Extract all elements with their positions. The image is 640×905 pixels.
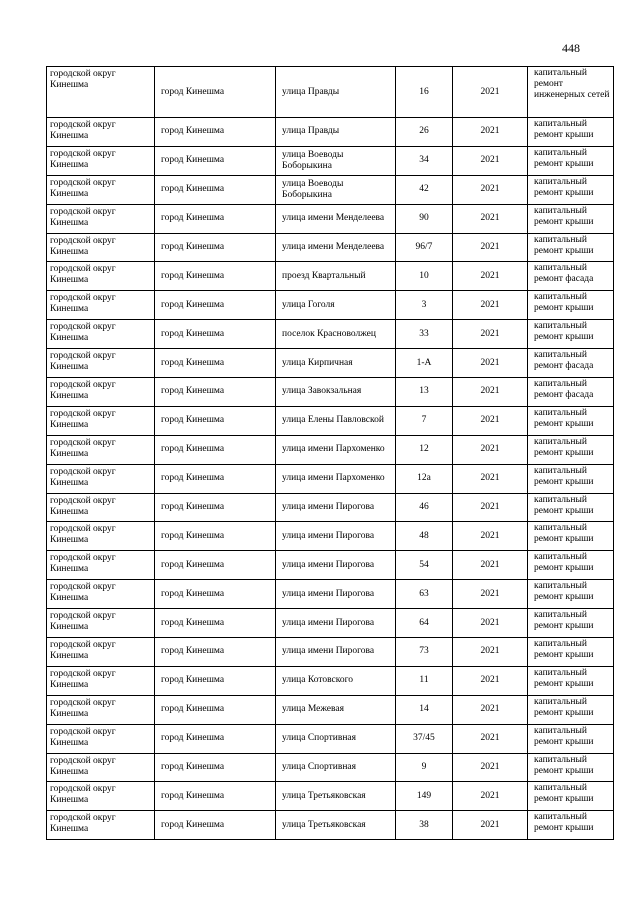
- work-type-cell: капитальный ремонт крыши: [528, 551, 614, 580]
- table-row: [47, 464, 614, 493]
- municipality-cell: городской округ Кинешма: [47, 349, 155, 378]
- house-number-cell: 37/45: [396, 724, 453, 753]
- year-cell: 2021: [453, 262, 528, 291]
- street-cell: улица имени Пирогова: [276, 493, 396, 522]
- street-cell: улица Завокзальная: [276, 378, 396, 407]
- city-cell: город Кинешма: [155, 435, 276, 464]
- street-cell: улица Правды: [276, 118, 396, 147]
- city-cell: город Кинешма: [155, 551, 276, 580]
- year-cell: 2021: [453, 349, 528, 378]
- work-type-cell: капитальный ремонт инженерных сетей: [528, 67, 614, 118]
- street-cell: улица Третьяковская: [276, 811, 396, 840]
- work-type-cell: капитальный ремонт крыши: [528, 753, 614, 782]
- table-row: [47, 406, 614, 435]
- street-cell: улица Воеводы Боборыкина: [276, 146, 396, 175]
- city-cell: город Кинешма: [155, 638, 276, 667]
- city-cell: город Кинешма: [155, 349, 276, 378]
- street-cell: улица Гоголя: [276, 291, 396, 320]
- house-number-cell: 1-А: [396, 349, 453, 378]
- house-number-cell: 63: [396, 580, 453, 609]
- house-number-cell: 38: [396, 811, 453, 840]
- city-cell: город Кинешма: [155, 522, 276, 551]
- table-row: [47, 724, 614, 753]
- work-type-cell: капитальный ремонт крыши: [528, 406, 614, 435]
- work-type-cell: капитальный ремонт фасада: [528, 349, 614, 378]
- year-cell: 2021: [453, 146, 528, 175]
- street-cell: улица имени Пирогова: [276, 522, 396, 551]
- municipality-cell: городской округ Кинешма: [47, 146, 155, 175]
- city-cell: город Кинешма: [155, 724, 276, 753]
- street-cell: улица Межевая: [276, 695, 396, 724]
- municipality-cell: городской округ Кинешма: [47, 262, 155, 291]
- municipality-cell: городской округ Кинешма: [47, 551, 155, 580]
- year-cell: 2021: [453, 464, 528, 493]
- street-cell: улица имени Менделеева: [276, 204, 396, 233]
- table-row: [47, 782, 614, 811]
- city-cell: город Кинешма: [155, 753, 276, 782]
- year-cell: 2021: [453, 522, 528, 551]
- table-row: [47, 435, 614, 464]
- year-cell: 2021: [453, 724, 528, 753]
- year-cell: 2021: [453, 291, 528, 320]
- municipality-cell: городской округ Кинешма: [47, 493, 155, 522]
- municipality-cell: городской округ Кинешма: [47, 666, 155, 695]
- work-type-cell: капитальный ремонт крыши: [528, 291, 614, 320]
- city-cell: город Кинешма: [155, 262, 276, 291]
- year-cell: 2021: [453, 753, 528, 782]
- municipality-cell: городской округ Кинешма: [47, 695, 155, 724]
- city-cell: город Кинешма: [155, 811, 276, 840]
- house-number-cell: 42: [396, 175, 453, 204]
- year-cell: 2021: [453, 204, 528, 233]
- table-row: [47, 378, 614, 407]
- work-type-cell: капитальный ремонт крыши: [528, 320, 614, 349]
- work-type-cell: капитальный ремонт крыши: [528, 522, 614, 551]
- work-type-cell: капитальный ремонт крыши: [528, 609, 614, 638]
- work-type-cell: капитальный ремонт крыши: [528, 204, 614, 233]
- city-cell: город Кинешма: [155, 609, 276, 638]
- table-row: [47, 753, 614, 782]
- city-cell: город Кинешма: [155, 67, 276, 118]
- municipality-cell: городской округ Кинешма: [47, 782, 155, 811]
- municipality-cell: городской округ Кинешма: [47, 406, 155, 435]
- house-number-cell: 12а: [396, 464, 453, 493]
- year-cell: 2021: [453, 580, 528, 609]
- municipality-cell: городской округ Кинешма: [47, 609, 155, 638]
- city-cell: город Кинешма: [155, 493, 276, 522]
- table-row: [47, 551, 614, 580]
- street-cell: улица имени Пархоменко: [276, 464, 396, 493]
- municipality-cell: городской округ Кинешма: [47, 464, 155, 493]
- year-cell: 2021: [453, 233, 528, 262]
- table-row: [47, 811, 614, 840]
- table-row: [47, 609, 614, 638]
- work-type-cell: капитальный ремонт крыши: [528, 118, 614, 147]
- house-number-cell: 26: [396, 118, 453, 147]
- table-row: [47, 695, 614, 724]
- house-number-cell: 149: [396, 782, 453, 811]
- municipality-cell: городской округ Кинешма: [47, 522, 155, 551]
- municipality-cell: городской округ Кинешма: [47, 291, 155, 320]
- street-cell: улица Правды: [276, 67, 396, 118]
- house-number-cell: 64: [396, 609, 453, 638]
- city-cell: город Кинешма: [155, 291, 276, 320]
- work-type-cell: капитальный ремонт крыши: [528, 782, 614, 811]
- table-row: [47, 291, 614, 320]
- municipality-cell: городской округ Кинешма: [47, 118, 155, 147]
- year-cell: 2021: [453, 320, 528, 349]
- house-number-cell: 3: [396, 291, 453, 320]
- year-cell: 2021: [453, 551, 528, 580]
- municipality-cell: городской округ Кинешма: [47, 811, 155, 840]
- house-number-cell: 14: [396, 695, 453, 724]
- table-row: [47, 233, 614, 262]
- city-cell: город Кинешма: [155, 146, 276, 175]
- street-cell: улица Третьяковская: [276, 782, 396, 811]
- city-cell: город Кинешма: [155, 406, 276, 435]
- house-number-cell: 16: [396, 67, 453, 118]
- house-number-cell: 11: [396, 666, 453, 695]
- year-cell: 2021: [453, 609, 528, 638]
- street-cell: улица имени Пирогова: [276, 609, 396, 638]
- work-type-cell: капитальный ремонт крыши: [528, 493, 614, 522]
- street-cell: улица Воеводы Боборыкина: [276, 175, 396, 204]
- work-type-cell: капитальный ремонт крыши: [528, 695, 614, 724]
- year-cell: 2021: [453, 378, 528, 407]
- city-cell: город Кинешма: [155, 204, 276, 233]
- table-row: [47, 175, 614, 204]
- work-type-cell: капитальный ремонт крыши: [528, 146, 614, 175]
- table-row: [47, 493, 614, 522]
- work-type-cell: капитальный ремонт крыши: [528, 435, 614, 464]
- work-type-cell: капитальный ремонт крыши: [528, 638, 614, 667]
- house-number-cell: 90: [396, 204, 453, 233]
- work-type-cell: капитальный ремонт крыши: [528, 175, 614, 204]
- city-cell: город Кинешма: [155, 464, 276, 493]
- year-cell: 2021: [453, 67, 528, 118]
- city-cell: город Кинешма: [155, 695, 276, 724]
- street-cell: улица имени Пирогова: [276, 638, 396, 667]
- table-row: [47, 638, 614, 667]
- table-row: [47, 204, 614, 233]
- municipality-cell: городской округ Кинешма: [47, 638, 155, 667]
- house-number-cell: 54: [396, 551, 453, 580]
- street-cell: улица Котовского: [276, 666, 396, 695]
- year-cell: 2021: [453, 666, 528, 695]
- house-number-cell: 34: [396, 146, 453, 175]
- work-type-cell: капитальный ремонт крыши: [528, 233, 614, 262]
- city-cell: город Кинешма: [155, 233, 276, 262]
- municipality-cell: городской округ Кинешма: [47, 67, 155, 118]
- house-number-cell: 12: [396, 435, 453, 464]
- municipality-cell: городской округ Кинешма: [47, 204, 155, 233]
- housing-repair-table: [46, 66, 614, 840]
- year-cell: 2021: [453, 695, 528, 724]
- year-cell: 2021: [453, 493, 528, 522]
- work-type-cell: капитальный ремонт крыши: [528, 811, 614, 840]
- year-cell: 2021: [453, 175, 528, 204]
- municipality-cell: городской округ Кинешма: [47, 753, 155, 782]
- house-number-cell: 7: [396, 406, 453, 435]
- street-cell: поселок Красноволжец: [276, 320, 396, 349]
- house-number-cell: 73: [396, 638, 453, 667]
- city-cell: город Кинешма: [155, 320, 276, 349]
- work-type-cell: капитальный ремонт крыши: [528, 666, 614, 695]
- house-number-cell: 13: [396, 378, 453, 407]
- house-number-cell: 9: [396, 753, 453, 782]
- house-number-cell: 96/7: [396, 233, 453, 262]
- table-row: [47, 146, 614, 175]
- year-cell: 2021: [453, 811, 528, 840]
- city-cell: город Кинешма: [155, 175, 276, 204]
- table-row: [47, 522, 614, 551]
- street-cell: улица Кирпичная: [276, 349, 396, 378]
- work-type-cell: капитальный ремонт фасада: [528, 378, 614, 407]
- work-type-cell: капитальный ремонт крыши: [528, 580, 614, 609]
- city-cell: город Кинешма: [155, 378, 276, 407]
- table-row: [47, 262, 614, 291]
- year-cell: 2021: [453, 118, 528, 147]
- house-number-cell: 48: [396, 522, 453, 551]
- municipality-cell: городской округ Кинешма: [47, 378, 155, 407]
- table-row: [47, 67, 614, 118]
- table-row: [47, 666, 614, 695]
- house-number-cell: 33: [396, 320, 453, 349]
- year-cell: 2021: [453, 782, 528, 811]
- table-row: [47, 320, 614, 349]
- year-cell: 2021: [453, 435, 528, 464]
- work-type-cell: капитальный ремонт крыши: [528, 724, 614, 753]
- table-row: [47, 580, 614, 609]
- street-cell: улица Елены Павловской: [276, 406, 396, 435]
- work-type-cell: капитальный ремонт фасада: [528, 262, 614, 291]
- street-cell: проезд Квартальный: [276, 262, 396, 291]
- table-row: [47, 349, 614, 378]
- street-cell: улица имени Пархоменко: [276, 435, 396, 464]
- city-cell: город Кинешма: [155, 118, 276, 147]
- house-number-cell: 10: [396, 262, 453, 291]
- city-cell: город Кинешма: [155, 666, 276, 695]
- table-row: [47, 118, 614, 147]
- street-cell: улица имени Пирогова: [276, 551, 396, 580]
- municipality-cell: городской округ Кинешма: [47, 435, 155, 464]
- page-number: 448: [562, 41, 580, 55]
- street-cell: улица имени Менделеева: [276, 233, 396, 262]
- municipality-cell: городской округ Кинешма: [47, 233, 155, 262]
- year-cell: 2021: [453, 638, 528, 667]
- municipality-cell: городской округ Кинешма: [47, 320, 155, 349]
- city-cell: город Кинешма: [155, 782, 276, 811]
- street-cell: улица Спортивная: [276, 724, 396, 753]
- municipality-cell: городской округ Кинешма: [47, 580, 155, 609]
- street-cell: улица Спортивная: [276, 753, 396, 782]
- municipality-cell: городской округ Кинешма: [47, 724, 155, 753]
- city-cell: город Кинешма: [155, 580, 276, 609]
- house-number-cell: 46: [396, 493, 453, 522]
- work-type-cell: капитальный ремонт крыши: [528, 464, 614, 493]
- street-cell: улица имени Пирогова: [276, 580, 396, 609]
- municipality-cell: городской округ Кинешма: [47, 175, 155, 204]
- year-cell: 2021: [453, 406, 528, 435]
- table-body: [47, 67, 614, 840]
